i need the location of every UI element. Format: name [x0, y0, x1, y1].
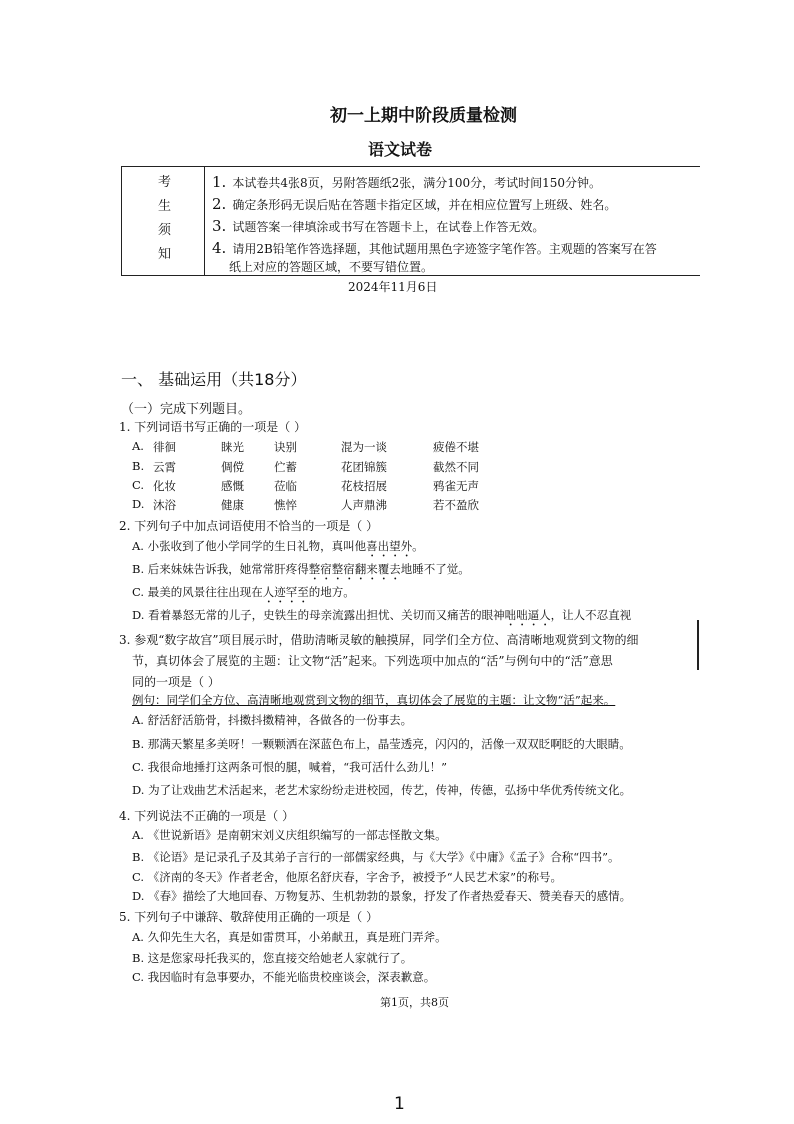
question-3-stem: 同的一项是（ ）: [132, 675, 220, 689]
notice-item: [212, 217, 544, 235]
option-text: 舒活舒活筋骨，抖擞抖擞精神，各做各的一份事去。: [147, 713, 413, 727]
notice-item-text: 请用2B铅笔作答选择题，其他试题用黑色字迹签字笔作答。主观题的答案写在答: [232, 242, 657, 256]
option-label: A.: [132, 539, 144, 553]
notice-item-text: 纸上对应的答题区域，不要写错位置。: [229, 260, 434, 274]
notice-label-char: 须: [158, 223, 172, 238]
option-word: 花团锦簇: [341, 460, 387, 474]
dotted-phrase: 喜出望外: [366, 539, 413, 553]
option-label: C.: [132, 760, 145, 774]
option-label: B.: [132, 850, 145, 864]
option-label: A.: [132, 713, 144, 727]
option-label: D.: [132, 783, 145, 797]
option-text: 为了让戏曲艺术活起来，老艺术家纷纷走进校园，传艺，传神，传德，弘扬中华优秀传统文化。: [148, 783, 632, 797]
option-text: 我很命地捶打这两条可恨的腿，喊着，“我可活什么劲儿！”: [147, 760, 447, 774]
option-word: 感慨: [221, 479, 244, 493]
question-2-stem: 2. 下列句子中加点词语使用不恰当的一项是（ ）: [119, 519, 379, 533]
option-label: C.: [132, 478, 145, 492]
option-row: [132, 759, 447, 775]
option-label: C.: [132, 970, 145, 984]
notice-box: [121, 166, 700, 276]
option-word: 沐浴: [153, 498, 176, 512]
option-row: [132, 478, 144, 492]
option-row: [132, 888, 697, 904]
option-label: C.: [132, 870, 145, 884]
option-text: 《济南的冬天》作者老舍，他原名舒庆春，字舍予，被授予“人民艺术家”的称号。: [147, 870, 562, 884]
option-word: 莅临: [274, 479, 297, 493]
exam-subtitle: 语文试卷: [368, 140, 433, 159]
option-row: [132, 607, 697, 629]
option-row: [132, 969, 435, 985]
exam-title: 初一上期中阶段质量检测: [330, 106, 517, 126]
option-text: 地睡不了觉。: [400, 562, 470, 576]
option-text: 那满天繁星多美呀！一颗颗洒在深蓝色布上，晶莹透亮，闪闪的，活像一双双眨啊眨的大眼睛。: [147, 737, 631, 751]
option-text: 这是您家母托我买的，您直接交给她老人家就行了。: [147, 951, 413, 965]
option-word: 化妆: [153, 479, 176, 493]
notice-label-char: 知: [158, 247, 172, 262]
page-number: 1: [394, 1094, 405, 1114]
option-text: 。: [412, 539, 424, 553]
notice-item-num: 2.: [212, 195, 227, 213]
example-sentence: 例句：同学们全方位、高清晰地观赏到文物的细节，真切体会了展览的主题：让文物“活”起来。: [132, 693, 616, 707]
notice-item-num: 3.: [212, 217, 227, 235]
notice-item: [212, 195, 616, 213]
option-label: B.: [132, 737, 145, 751]
notice-label: [122, 167, 205, 275]
option-word: 截然不同: [433, 460, 479, 474]
option-row: [132, 561, 470, 583]
question-3-stem: 节，真切体会了展览的主题：让文物“活”起来。下列选项中加点的“活”与例句中的“活”意思: [132, 654, 613, 668]
option-row: [132, 782, 697, 798]
option-label: A.: [132, 930, 144, 944]
option-row: [132, 439, 144, 453]
notice-item-num: 4.: [212, 239, 227, 257]
option-row: [132, 584, 355, 606]
option-word: 徘徊: [153, 440, 176, 454]
option-word: 疲倦不堪: [433, 440, 479, 454]
option-label: D.: [132, 497, 145, 511]
option-row: [132, 950, 412, 966]
option-label: D.: [132, 608, 145, 622]
notice-item: [229, 258, 433, 275]
option-text: 《论语》是记录孔子及其弟子言行的一部儒家经典，与《大学》《中庸》《孟子》合称“四书”。: [147, 850, 620, 864]
option-word: 云霄: [153, 460, 176, 474]
option-row: [132, 869, 562, 885]
question-1-stem: 1. 下列词语书写正确的一项是（ ）: [119, 420, 307, 434]
option-word: 人声鼎沸: [341, 498, 387, 512]
page-edge-mark: [697, 620, 699, 670]
notice-item-text: 本试卷共4张8页，另附答题纸2张，满分100分，考试时间150分钟。: [232, 176, 602, 190]
notice-item: [212, 173, 601, 191]
notice-label-char: 生: [158, 199, 172, 214]
option-label: C.: [132, 585, 145, 599]
option-text: 《世说新语》是南朝宋刘义庆组织编写的一部志怪散文集。: [147, 828, 447, 842]
option-row: [132, 538, 424, 560]
notice-item-num: 1.: [212, 173, 227, 191]
option-label: B.: [132, 562, 145, 576]
option-row: [132, 497, 144, 511]
option-text: 最美的风景往往出现在: [147, 585, 263, 599]
dotted-phrase: 整宿整宿翻来覆去: [308, 562, 401, 576]
notice-item: [212, 239, 657, 257]
question-4-stem: 4. 下列说法不正确的一项是（ ）: [119, 809, 295, 823]
notice-item-text: 试题答案一律填涂或书写在答题卡上，在试卷上作答无效。: [232, 220, 545, 234]
option-label: A.: [132, 439, 144, 453]
option-text: 的地方。: [308, 585, 355, 599]
section-subheading: （一）完成下列题目。: [121, 402, 252, 417]
option-row: [132, 849, 697, 865]
option-word: 健康: [221, 498, 244, 512]
page-info: 第1页，共8页: [380, 996, 449, 1009]
option-word: 花枝招展: [341, 479, 387, 493]
notice-item-text: 确定条形码无误后贴在答题卡指定区域，并在相应位置写上班级、姓名。: [232, 198, 617, 212]
option-label: A.: [132, 828, 144, 842]
option-row: [132, 827, 447, 843]
option-word: 诀别: [274, 440, 297, 454]
option-word: 鸦雀无声: [433, 479, 479, 493]
option-row: [132, 736, 697, 752]
option-text: 我因临时有急事要办，不能光临贵校座谈会，深表歉意。: [147, 970, 436, 984]
option-row: [132, 929, 447, 945]
option-label: B.: [132, 459, 145, 473]
option-label: D.: [132, 889, 145, 903]
option-text: 看着暴怒无常的儿子，史铁生的母亲流露出担忧、关切而又痛苦的眼神: [148, 608, 505, 622]
notice-label-char: 考: [158, 175, 172, 190]
dotted-phrase: 咄咄逼人: [504, 608, 551, 622]
option-text: 小张收到了他小学同学的生日礼物，真叫他: [147, 539, 367, 553]
option-label: B.: [132, 951, 145, 965]
dotted-phrase: 人迹罕至: [262, 585, 309, 599]
option-word: 倜傥: [221, 460, 244, 474]
option-row: [132, 459, 144, 473]
exam-date: 2024年11月6日: [348, 280, 438, 294]
option-text: ，让人不忍直视: [550, 608, 632, 622]
option-word: 睐光: [221, 440, 244, 454]
option-word: 憔悴: [274, 498, 297, 512]
option-text: 久仰先生大名，真是如雷贯耳，小弟献丑，真是班门弄斧。: [147, 930, 447, 944]
question-5-stem: 5. 下列句子中谦辞、敬辞使用正确的一项是（ ）: [119, 910, 379, 924]
section-heading: 一、 基础运用（共18分）: [121, 370, 307, 389]
option-text: 后来妹妹告诉我，她常常肝疼得: [147, 562, 309, 576]
option-word: 若不盈欣: [433, 498, 479, 512]
option-text: 《春》描绘了大地回春、万物复苏、生机勃勃的景象，抒发了作者热爱春天、赞美春天的感情。: [148, 889, 632, 903]
option-word: 伫蓄: [274, 460, 297, 474]
option-word: 混为一谈: [341, 440, 387, 454]
option-row: [132, 712, 412, 728]
question-3-stem: 3. 参观“数字故宫”项目展示时，借助清晰灵敏的触摸屏，同学们全方位、高清晰地观赏到文物的细: [119, 633, 639, 647]
